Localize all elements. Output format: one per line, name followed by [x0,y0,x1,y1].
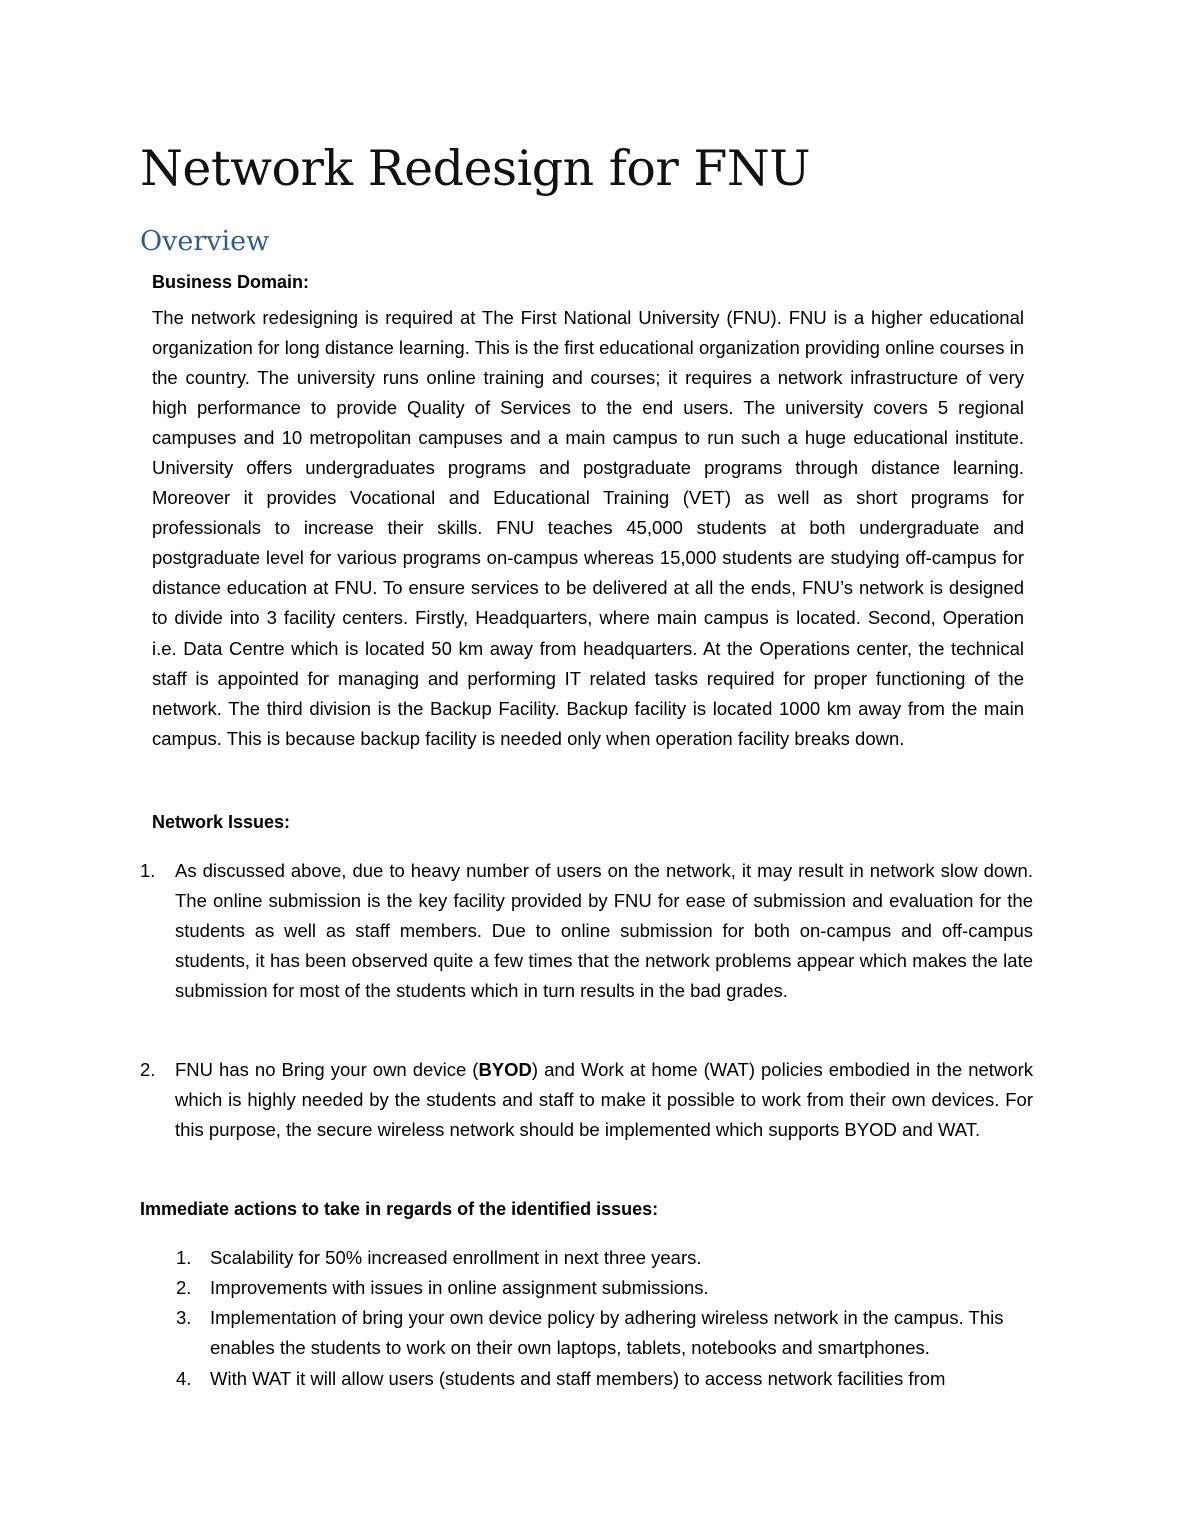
action-item [176,1243,1036,1273]
action-number: 4. [176,1368,192,1389]
byod-bold: BYOD [478,1059,532,1080]
business-domain-label: Business Domain: [152,272,310,292]
issue-text-after: ) and Work at home (WAT) policies embodied in the network which is highly needed by the students and staff to make it possible to work from their own devices. For this purpose, the secure wireless network should be implemented which supports BYOD and WAT. [175,1059,1034,1141]
issue-item [140,856,1033,1006]
issue-item [140,1055,1033,1145]
network-issues-label: Network Issues: [152,812,291,832]
overview-heading: Overview [140,226,270,257]
action-number: 2. [176,1277,192,1298]
issue-text: As discussed above, due to heavy number of users on the network, it may result in network slow down. The online submission is the key facility provided by FNU for ease of submission and evaluation for the students as well as staff members. Due to online submission for both on-campus and off-campus students, it has been observed quite a few times that the network problems appear which makes the late submission for most of the students which in turn results in the bad grades. [175,860,1033,1002]
action-item [176,1364,1036,1394]
issue-number: 1. [140,860,156,881]
actions-label: Immediate actions to take in regards of the identified issues: [140,1199,659,1219]
document-title: Network Redesign for FNU [140,140,811,197]
action-item [176,1273,1036,1303]
action-number: 1. [176,1247,192,1268]
issue-number: 2. [140,1059,156,1080]
action-item [176,1303,1036,1363]
action-text: Scalability for 50% increased enrollment in next three years. [210,1247,702,1268]
business-domain-paragraph: The network redesigning is required at The First National University (FNU). FNU is a higher educational organization for long distance learning. This is the first educational organization providing online courses in the country. The university runs online training and courses; it requires a network infrastructure of very high performance to provide Quality of Services to the end users. The university covers 5 regional campuses and 10 metropolitan campuses and a main campus to run such a huge educational institute. University offers undergraduates programs and postgraduate programs through distance learning. Moreover it provides Vocational and Educational Training (VET) as well as short programs for professionals to increase their skills. FNU teaches 45,000 students at both undergraduate and postgraduate level for various programs on-campus whereas 15,000 students are studying off-campus for distance education at FNU. To ensure services to be delivered at all the ends, FNU’s network is designed to divide into 3 facility centers. Firstly, Headquarters, where main campus is located. Second, Operation i.e. Data Centre which is located 50 km away from headquarters. At the Operations center, the technical staff is appointed for managing and performing IT related tasks required for proper functioning of the network. The third division is the Backup Facility. Backup facility is located 1000 km away from the main campus. This is because backup facility is needed only when operation facility breaks down. [152,307,1024,749]
action-number: 3. [176,1307,192,1328]
action-text: With WAT it will allow users (students and staff members) to access network facilities from [210,1368,946,1389]
issue-text [175,1055,1033,1145]
action-text: Implementation of bring your own device policy by adhering wireless network in the campus. This enables the students to work on their own laptops, tablets, notebooks and smartphones. [210,1307,1004,1359]
issue-text-before: FNU has no Bring your own device ( [175,1059,479,1080]
action-text: Improvements with issues in online assignment submissions. [210,1277,709,1298]
